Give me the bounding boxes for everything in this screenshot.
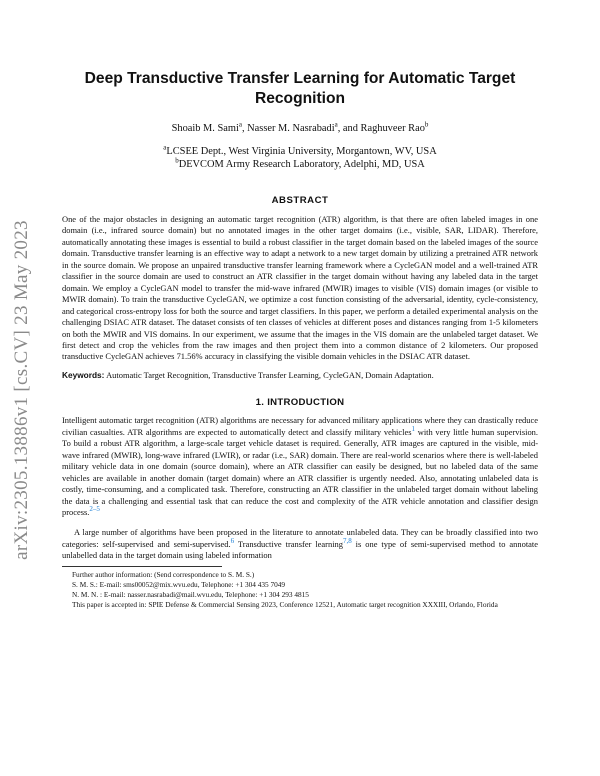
- author-list: Shoaib M. Sami$^a$, Nasser M. Nasrabadi$^a$, and Raghuveer Rao$^b$: [171, 120, 429, 134]
- arxiv-identifier: arXiv:2305.13886v1 [cs.CV] 23 May 2023: [11, 220, 32, 560]
- affiliation-a-mark: a: [163, 143, 167, 152]
- intro-p2-text-a: A large number of algorithms have been proposed in the literature to annotate unlabeled data. They can be broadly classified into two categories: self-supervised and semi-supervised.: [62, 527, 538, 549]
- footnote-line-4: This paper is accepted in: SPIE Defense & Commercial Sensing 2023, Conference 12521, Automatic target recognition XXXIII, Orlando, Florida: [72, 599, 498, 609]
- affiliation-b-text: DEVCOM Army Research Laboratory, Adelphi, MD, USA: [178, 159, 425, 170]
- abstract-body: One of the major obstacles in designing an automatic target recognition (ATR) algorithm, is that there are often labeled images in one domain (i.e., infrared source domain) but no annotated images in the other target domains (i.e., visible, SAR, LIDAR). Therefore, automatically annotating these images is essential to build a robust classifier in the target domain based on the labeled images of the source domain. Transductive transfer learning is an effective way to adapt a network to a new target domain by utilizing a pretrained ATR network in the source domain. We propose an unpaired transductive transfer learning framework where a CycleGAN model and a well-trained ATR classifier in the source domain are used to construct an ATR classifier in the target domain without having any labeled data in the target domain. We employ a CycleGAN model to transfer the mid-wave infrared (MWIR) images to visible (VIS) domain images (or visible to MWIR domain). To train the transductive CycleGAN, we optimize a cost function consisting of the adversarial, identity, cycle-consistency, and categorical cross-entropy loss for both the source and target classifiers. In this paper, we perform a detailed experimental analysis on the challenging DSIAC ATR dataset. The dataset consists of ten classes of vehicles at different poses and distances ranging from 1-5 kilometers on both the MWIR and VIS domains. In our experiment, we assume that the images in the VIS domain are the unlabeled target dataset. We first detect and crop the vehicles from the raw images and then project them into a common distance of 2 kilometers. Our proposed transductive CycleGAN achieves 71.56% accuracy in classifying the visible domain vehicles in the DSIAC ATR dataset.: [62, 214, 538, 362]
- citation-link-2-5[interactable]: 2–5: [89, 505, 100, 514]
- citation-link-7-8[interactable]: 7,8: [342, 537, 352, 546]
- intro-p2-text-b: Transductive transfer learning: [234, 538, 343, 549]
- affiliation-b-mark: b: [175, 156, 179, 165]
- footnote-line-2: S. M. S.: E-mail: sms00052@mix.wvu.edu, Telephone: +1 304 435 7049: [72, 579, 286, 589]
- author-3-affil-mark: b: [424, 120, 429, 129]
- keywords-label: Keywords:: [62, 369, 105, 380]
- abstract-heading: ABSTRACT: [271, 195, 329, 206]
- footnote-line-3: N. M. N. : E-mail: nasser.nasrabadi@mail.wvu.edu, Telephone: +1 304 293 4815: [72, 589, 309, 599]
- paper-title: Deep Transductive Transfer Learning for Automatic Target Recognition: [84, 70, 516, 107]
- author-1-affil-mark: a: [238, 120, 242, 129]
- citation-link-6[interactable]: 6: [230, 537, 235, 546]
- author-2-affil-mark: a: [334, 120, 338, 129]
- author-3-name: Raghuveer Rao: [360, 123, 425, 134]
- arxiv-sidebar: [8, 210, 36, 570]
- footnote-line-1: Further author information: (Send correspondence to S. M. S.): [72, 569, 255, 579]
- keywords-text: Automatic Target Recognition, Transductive Transfer Learning, CycleGAN, Domain Adaptation.: [106, 369, 434, 380]
- intro-paragraph-2: [62, 527, 538, 561]
- intro-p1-text-a: Intelligent automatic target recognition (ATR) algorithms are necessary for advanced military applications where they can drastically reduce civilian casualties. ATR algorithms are expected to automatically detect and classify military vehicles: [62, 415, 538, 437]
- footnotes: [62, 570, 538, 610]
- section-heading-introduction: 1. INTRODUCTION: [255, 397, 345, 409]
- author-1-name: Shoaib M. Sami: [171, 123, 239, 134]
- keywords: [62, 370, 538, 381]
- affiliation-b: [62, 158, 538, 171]
- author-conjunction: and: [342, 123, 358, 134]
- affiliation-list: [62, 145, 538, 171]
- footnote-divider: [62, 566, 222, 567]
- affiliation-a-text: LCSEE Dept., West Virginia University, Morgantown, WV, USA: [166, 146, 437, 157]
- intro-p1-text-b: with very little human supervision. To build a robust ATR algorithm, a large-scale target vehicle dataset is required. Generally, ATR images are captured in the visible, mid-wave infrared (MWIR), long-wave infrared (LWIR), or radar (i.e., SAR) domain. There are real-world scenarios where there is well-labeled military vehicle data in one domain (source domain), where an ATR classifier can easily be designed, but no labeled data of the same vehicles are available in another domain (target domain) where an ATR classifier is urgently needed. Also, annotating unlabeled data is costly, time-consuming, and a complicated task. Therefore, constructing an ATR classifier in the unlabeled target domain without labeling the data is a challenging and essential task that can reduce the cost and complexity of the ATR vehicle annotation and classifier design process.: [62, 426, 538, 517]
- paper-page: [62, 0, 538, 609]
- author-2-name: Nasser M. Nasrabadi: [247, 123, 335, 134]
- citation-link-1[interactable]: 1: [411, 424, 416, 433]
- intro-paragraph-1: [62, 415, 538, 518]
- intro-p2-text-c: is one type of semi-supervised method to annotate unlabelled data in the target domain using labeled information: [62, 538, 538, 561]
- affiliation-a: [62, 145, 538, 158]
